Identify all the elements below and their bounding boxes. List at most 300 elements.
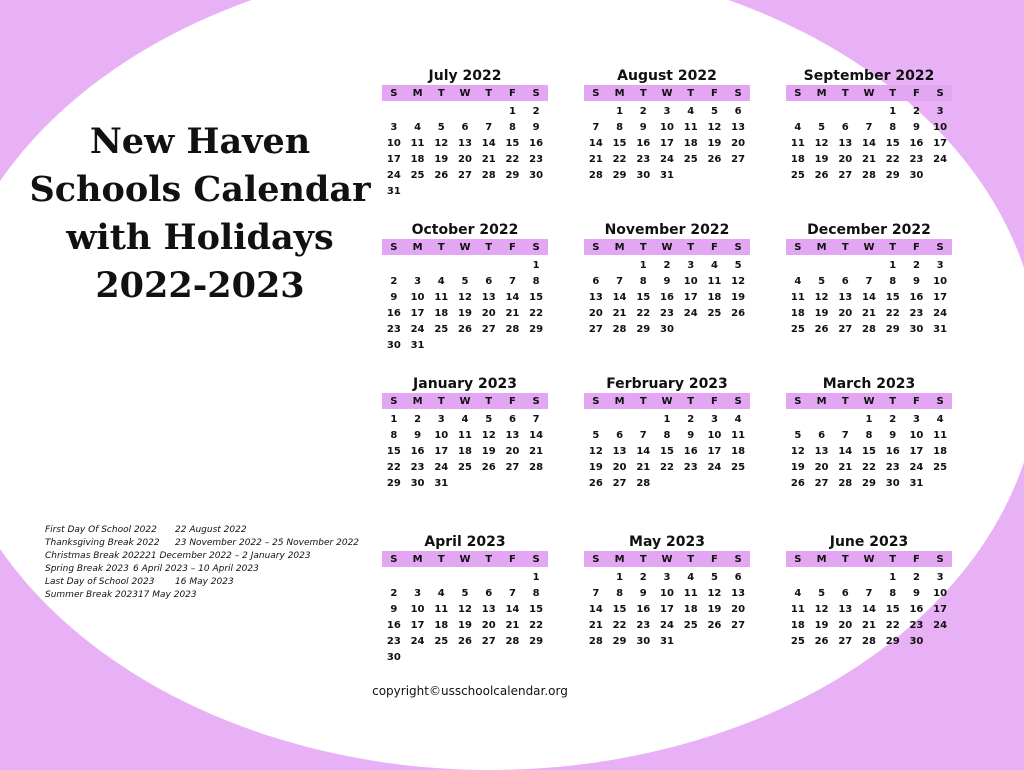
weekday-label: S xyxy=(936,241,944,253)
day-cell: 18 xyxy=(410,154,425,165)
empty-day-cell xyxy=(608,412,632,428)
day-cell: 28 xyxy=(588,636,603,647)
day-cell: 10 xyxy=(933,276,948,287)
day-cell: 20 xyxy=(458,154,472,165)
holiday-date: 6 April 2023 – 10 April 2023 xyxy=(133,564,259,574)
day-cell: 28 xyxy=(529,462,544,473)
day-cell: 2 xyxy=(912,106,920,117)
weekday-label: W xyxy=(661,87,673,99)
day-cell: 13 xyxy=(838,138,853,149)
day-cell: 19 xyxy=(731,292,746,303)
day-cell: 16 xyxy=(636,138,651,149)
day-cell: 4 xyxy=(437,588,445,599)
day-cell: 1 xyxy=(889,260,897,271)
day-cell: 25 xyxy=(933,462,948,473)
day-cell: 25 xyxy=(434,324,449,335)
day-cell: 29 xyxy=(885,636,900,647)
day-cell: 25 xyxy=(790,170,805,181)
day-cell: 26 xyxy=(458,324,472,335)
month-calendar xyxy=(584,221,750,338)
day-cell: 31 xyxy=(434,478,449,489)
weekday-label: M xyxy=(412,241,423,253)
day-cell: 10 xyxy=(660,588,674,599)
weekday-label: T xyxy=(687,241,695,253)
copyright-text: copyright©usschoolcalendar.org xyxy=(372,684,568,698)
holiday-label: Thanksgiving Break 2022 xyxy=(45,538,160,548)
day-cell: 24 xyxy=(410,636,425,647)
day-cell: 2 xyxy=(663,260,671,271)
day-cell: 14 xyxy=(636,446,651,457)
day-cell: 16 xyxy=(909,138,924,149)
day-cell: 8 xyxy=(508,122,516,133)
day-cell: 28 xyxy=(862,324,876,335)
day-cell: 11 xyxy=(434,604,449,615)
month-title: July 2022 xyxy=(428,68,502,84)
empty-day-cell xyxy=(608,258,632,274)
page-title xyxy=(20,118,380,310)
day-cell: 12 xyxy=(707,588,722,599)
day-cell: 20 xyxy=(612,462,627,473)
day-cell: 8 xyxy=(889,588,897,599)
day-cell: 25 xyxy=(707,308,722,319)
day-cell: 11 xyxy=(707,276,722,287)
weekday-label: S xyxy=(794,87,802,99)
day-cell: 9 xyxy=(390,604,398,615)
day-cell: 23 xyxy=(636,620,651,631)
day-cell: 27 xyxy=(458,170,472,181)
day-cell: 10 xyxy=(434,430,449,441)
day-cell: 10 xyxy=(933,588,948,599)
day-cell: 12 xyxy=(458,604,472,615)
empty-day-cell xyxy=(501,258,525,274)
day-cell: 15 xyxy=(862,446,876,457)
day-cell: 21 xyxy=(862,154,876,165)
weekday-label: T xyxy=(889,553,897,565)
weekday-label: W xyxy=(863,87,875,99)
day-cell: 20 xyxy=(814,462,829,473)
day-cell: 1 xyxy=(663,414,671,425)
day-cell: 17 xyxy=(933,292,948,303)
empty-day-cell xyxy=(477,104,501,120)
day-cell: 18 xyxy=(731,446,746,457)
holiday-row xyxy=(45,576,365,589)
day-cell: 14 xyxy=(588,138,603,149)
weekday-label: M xyxy=(614,241,625,253)
weekday-label: T xyxy=(841,395,849,407)
day-cell: 11 xyxy=(790,604,805,615)
day-cell: 4 xyxy=(734,414,742,425)
day-cell: 29 xyxy=(386,478,401,489)
day-cell: 8 xyxy=(639,276,647,287)
holiday-label: Spring Break 2023 xyxy=(45,564,129,574)
day-cell: 1 xyxy=(390,414,398,425)
day-cell: 9 xyxy=(639,122,647,133)
empty-day-cell xyxy=(833,570,857,586)
month-calendar xyxy=(584,67,750,184)
day-cell: 28 xyxy=(505,324,520,335)
day-cell: 26 xyxy=(458,636,472,647)
weekday-header xyxy=(382,551,548,567)
day-cell: 5 xyxy=(818,276,826,287)
weekday-label: W xyxy=(661,395,673,407)
weekday-header xyxy=(584,551,750,567)
empty-day-cell xyxy=(453,104,477,120)
day-cell: 21 xyxy=(505,308,520,319)
weekday-header xyxy=(786,239,952,255)
day-cell: 28 xyxy=(612,324,627,335)
title-line: Schools Calendar xyxy=(29,169,371,210)
day-cell: 20 xyxy=(588,308,603,319)
day-cell: 24 xyxy=(683,308,698,319)
day-cell: 10 xyxy=(683,276,698,287)
day-cell: 18 xyxy=(683,604,698,615)
weekday-label: T xyxy=(639,553,647,565)
day-cell: 26 xyxy=(588,478,603,489)
day-cell: 4 xyxy=(687,572,695,583)
weekday-label: S xyxy=(734,395,742,407)
day-cell: 4 xyxy=(710,260,718,271)
day-cell: 2 xyxy=(912,572,920,583)
weekday-header xyxy=(584,85,750,101)
day-cell: 20 xyxy=(505,446,520,457)
day-cell: 24 xyxy=(933,620,948,631)
day-cell: 24 xyxy=(386,170,401,181)
weekday-label: S xyxy=(794,241,802,253)
day-cell: 21 xyxy=(862,308,876,319)
day-cell: 1 xyxy=(508,106,516,117)
weekday-label: F xyxy=(913,395,920,407)
month-title: November 2022 xyxy=(604,222,730,238)
day-cell: 7 xyxy=(592,588,600,599)
day-cell: 28 xyxy=(505,636,520,647)
day-cell: 13 xyxy=(731,588,746,599)
day-cell: 25 xyxy=(790,636,805,647)
weekday-label: F xyxy=(711,553,718,565)
weekday-label: T xyxy=(485,395,493,407)
day-cell: 12 xyxy=(588,446,603,457)
day-cell: 9 xyxy=(390,292,398,303)
day-cell: 13 xyxy=(481,604,496,615)
weekday-header xyxy=(786,393,952,409)
weekday-header xyxy=(382,239,548,255)
weekday-label: W xyxy=(863,395,875,407)
empty-day-cell xyxy=(786,570,810,586)
weekday-label: F xyxy=(509,241,516,253)
day-cell: 21 xyxy=(636,462,651,473)
day-cell: 5 xyxy=(592,430,600,441)
weekday-label: S xyxy=(532,87,540,99)
day-cell: 28 xyxy=(838,478,853,489)
empty-day-cell xyxy=(477,570,501,586)
day-cell: 26 xyxy=(707,620,722,631)
day-cell: 24 xyxy=(909,462,924,473)
empty-day-cell xyxy=(786,412,810,428)
day-cell: 30 xyxy=(636,636,651,647)
day-cell: 12 xyxy=(790,446,805,457)
day-cell: 26 xyxy=(814,324,829,335)
day-cell: 8 xyxy=(532,276,540,287)
day-cell: 31 xyxy=(660,170,674,181)
weekday-header xyxy=(382,393,548,409)
month-calendar xyxy=(786,67,952,184)
day-cell: 9 xyxy=(912,276,920,287)
day-cell: 23 xyxy=(909,620,924,631)
day-cell: 6 xyxy=(592,276,600,287)
empty-day-cell xyxy=(406,104,430,120)
weekday-label: F xyxy=(913,241,920,253)
weekday-label: T xyxy=(437,553,445,565)
day-cell: 25 xyxy=(434,636,449,647)
day-cell: 22 xyxy=(885,308,900,319)
day-cell: 20 xyxy=(838,154,853,165)
day-cell: 15 xyxy=(529,292,544,303)
day-cell: 18 xyxy=(458,446,472,457)
weekday-label: T xyxy=(687,395,695,407)
day-cell: 30 xyxy=(909,324,924,335)
day-grid xyxy=(382,104,548,200)
day-cell: 2 xyxy=(532,106,540,117)
day-cell: 3 xyxy=(687,260,695,271)
day-cell: 15 xyxy=(885,138,900,149)
day-cell: 22 xyxy=(885,154,900,165)
day-cell: 16 xyxy=(885,446,900,457)
day-cell: 16 xyxy=(909,604,924,615)
day-cell: 24 xyxy=(410,324,425,335)
weekday-label: S xyxy=(592,395,600,407)
month-title: June 2023 xyxy=(829,534,909,550)
weekday-label: T xyxy=(437,395,445,407)
weekday-label: T xyxy=(639,87,647,99)
day-cell: 6 xyxy=(485,276,493,287)
day-cell: 4 xyxy=(794,588,802,599)
day-cell: 28 xyxy=(481,170,496,181)
day-cell: 5 xyxy=(710,106,718,117)
day-cell: 8 xyxy=(532,588,540,599)
day-cell: 4 xyxy=(794,122,802,133)
day-cell: 16 xyxy=(529,138,544,149)
day-grid xyxy=(786,412,952,492)
day-cell: 27 xyxy=(838,170,853,181)
weekday-label: M xyxy=(412,87,423,99)
weekday-label: F xyxy=(509,395,516,407)
month-calendar xyxy=(382,221,548,354)
day-cell: 20 xyxy=(838,620,853,631)
day-cell: 17 xyxy=(707,446,722,457)
weekday-label: W xyxy=(459,87,471,99)
holiday-row xyxy=(45,537,365,550)
day-cell: 19 xyxy=(458,308,472,319)
day-cell: 3 xyxy=(663,106,671,117)
day-cell: 22 xyxy=(862,462,876,473)
weekday-header xyxy=(786,551,952,567)
weekday-label: W xyxy=(863,553,875,565)
day-cell: 14 xyxy=(481,138,496,149)
day-cell: 17 xyxy=(386,154,401,165)
day-grid xyxy=(786,258,952,338)
holiday-date: 21 December 2022 – 2 January 2023 xyxy=(145,551,311,561)
day-cell: 15 xyxy=(529,604,544,615)
day-cell: 24 xyxy=(660,620,674,631)
day-cell: 23 xyxy=(529,154,544,165)
weekday-label: F xyxy=(509,87,516,99)
day-cell: 21 xyxy=(838,462,853,473)
day-cell: 31 xyxy=(933,324,948,335)
holiday-row xyxy=(45,550,365,563)
day-cell: 12 xyxy=(458,292,472,303)
weekday-label: S xyxy=(592,553,600,565)
weekday-label: M xyxy=(412,395,423,407)
day-cell: 3 xyxy=(912,414,920,425)
day-cell: 8 xyxy=(889,122,897,133)
empty-day-cell xyxy=(406,570,430,586)
day-cell: 1 xyxy=(616,106,624,117)
day-grid xyxy=(584,104,750,184)
day-cell: 1 xyxy=(532,572,540,583)
weekday-label: T xyxy=(485,241,493,253)
day-cell: 17 xyxy=(660,138,674,149)
empty-day-cell xyxy=(857,570,881,586)
day-cell: 11 xyxy=(683,588,698,599)
day-cell: 17 xyxy=(933,138,948,149)
day-cell: 25 xyxy=(683,620,698,631)
day-cell: 28 xyxy=(588,170,603,181)
day-cell: 30 xyxy=(885,478,900,489)
day-cell: 3 xyxy=(414,588,422,599)
weekday-label: T xyxy=(437,241,445,253)
day-cell: 14 xyxy=(505,604,520,615)
day-cell: 15 xyxy=(612,604,627,615)
day-cell: 5 xyxy=(818,122,826,133)
holiday-label: First Day Of School 2022 xyxy=(45,525,157,535)
day-cell: 11 xyxy=(790,138,805,149)
empty-day-cell xyxy=(453,570,477,586)
day-cell: 22 xyxy=(529,308,544,319)
day-cell: 17 xyxy=(933,604,948,615)
day-cell: 7 xyxy=(592,122,600,133)
day-cell: 7 xyxy=(616,276,624,287)
day-cell: 3 xyxy=(710,414,718,425)
day-cell: 9 xyxy=(687,430,695,441)
day-cell: 11 xyxy=(790,292,805,303)
weekday-label: F xyxy=(711,395,718,407)
day-cell: 23 xyxy=(909,154,924,165)
month-title: May 2023 xyxy=(629,534,705,550)
day-cell: 31 xyxy=(410,340,425,351)
day-cell: 27 xyxy=(505,462,520,473)
day-cell: 2 xyxy=(889,414,897,425)
weekday-label: F xyxy=(913,87,920,99)
day-cell: 27 xyxy=(838,636,853,647)
empty-day-cell xyxy=(382,258,406,274)
day-cell: 19 xyxy=(588,462,603,473)
weekday-label: S xyxy=(936,553,944,565)
day-cell: 7 xyxy=(639,430,647,441)
day-cell: 22 xyxy=(505,154,520,165)
weekday-label: W xyxy=(661,553,673,565)
weekday-label: M xyxy=(614,87,625,99)
empty-day-cell xyxy=(810,570,834,586)
day-cell: 18 xyxy=(434,620,449,631)
day-cell: 6 xyxy=(818,430,826,441)
day-cell: 28 xyxy=(636,478,651,489)
weekday-label: F xyxy=(711,87,718,99)
title-line: New Haven xyxy=(89,121,311,162)
day-cell: 29 xyxy=(862,478,876,489)
empty-day-cell xyxy=(584,570,608,586)
weekday-label: T xyxy=(889,87,897,99)
weekday-label: F xyxy=(913,553,920,565)
weekday-header xyxy=(584,393,750,409)
weekday-label: W xyxy=(661,241,673,253)
day-cell: 30 xyxy=(410,478,425,489)
day-cell: 26 xyxy=(731,308,746,319)
empty-day-cell xyxy=(584,104,608,120)
day-cell: 16 xyxy=(386,620,401,631)
day-cell: 11 xyxy=(731,430,746,441)
empty-day-cell xyxy=(631,412,655,428)
weekday-label: T xyxy=(437,87,445,99)
empty-day-cell xyxy=(786,104,810,120)
title-line: with Holidays xyxy=(66,217,334,258)
day-cell: 9 xyxy=(639,588,647,599)
day-cell: 11 xyxy=(933,430,948,441)
weekday-header xyxy=(584,239,750,255)
month-title: April 2023 xyxy=(424,534,506,550)
day-cell: 3 xyxy=(414,276,422,287)
day-cell: 5 xyxy=(461,276,469,287)
day-cell: 23 xyxy=(386,636,401,647)
day-cell: 12 xyxy=(434,138,449,149)
day-cell: 3 xyxy=(437,414,445,425)
day-cell: 23 xyxy=(386,324,401,335)
day-cell: 9 xyxy=(414,430,422,441)
day-cell: 24 xyxy=(933,308,948,319)
month-title: March 2023 xyxy=(822,376,916,392)
weekday-label: T xyxy=(841,553,849,565)
day-cell: 3 xyxy=(936,572,944,583)
empty-day-cell xyxy=(382,104,406,120)
day-cell: 18 xyxy=(933,446,948,457)
day-cell: 23 xyxy=(410,462,425,473)
day-cell: 4 xyxy=(437,276,445,287)
day-cell: 20 xyxy=(481,308,496,319)
day-cell: 2 xyxy=(414,414,422,425)
day-grid xyxy=(584,570,750,650)
day-cell: 1 xyxy=(639,260,647,271)
day-cell: 9 xyxy=(912,122,920,133)
day-cell: 18 xyxy=(707,292,722,303)
day-cell: 19 xyxy=(814,308,829,319)
day-cell: 2 xyxy=(390,588,398,599)
day-cell: 5 xyxy=(437,122,445,133)
weekday-label: F xyxy=(711,241,718,253)
day-cell: 2 xyxy=(639,572,647,583)
weekday-label: S xyxy=(532,241,540,253)
day-cell: 7 xyxy=(865,276,873,287)
day-cell: 8 xyxy=(889,276,897,287)
holiday-row xyxy=(45,589,365,602)
month-title: September 2022 xyxy=(803,68,935,84)
day-cell: 7 xyxy=(508,588,516,599)
day-cell: 23 xyxy=(636,154,651,165)
day-cell: 10 xyxy=(933,122,948,133)
day-cell: 27 xyxy=(731,620,746,631)
day-cell: 26 xyxy=(707,154,722,165)
weekday-label: T xyxy=(485,553,493,565)
day-cell: 30 xyxy=(636,170,651,181)
day-cell: 22 xyxy=(885,620,900,631)
holiday-label: Last Day of School 2023 xyxy=(45,577,155,587)
